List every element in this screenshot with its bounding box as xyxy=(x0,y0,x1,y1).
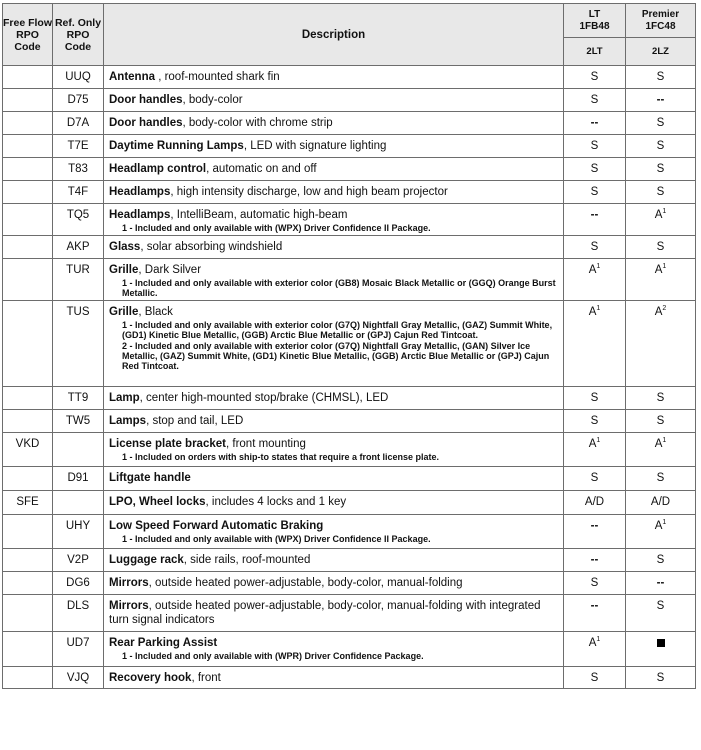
premier-availability xyxy=(626,595,696,632)
footnote-marker: 1 xyxy=(596,305,601,313)
lt-header xyxy=(564,4,626,38)
premier-availability-value: S xyxy=(656,672,665,684)
lt-code: 1FB48 xyxy=(579,20,610,32)
premier-availability-value: S xyxy=(656,140,665,152)
premier-availability-value: S xyxy=(656,472,665,484)
ref-only-code-text: TW5 xyxy=(65,415,91,427)
table-row xyxy=(3,112,696,135)
footnote-marker: 1 xyxy=(662,437,667,445)
table-row xyxy=(3,467,696,491)
ref-only-code xyxy=(53,89,104,112)
lt-availability xyxy=(564,467,626,491)
premier-availability xyxy=(626,301,696,387)
free-flow-code xyxy=(3,89,53,112)
description-cell xyxy=(104,387,564,410)
free-flow-code xyxy=(3,204,53,236)
ref-only-code xyxy=(53,632,104,667)
feature-description: , front xyxy=(191,672,221,684)
ref-only-header: Ref. Only RPO Code xyxy=(53,4,104,66)
lt-availability xyxy=(564,549,626,572)
table-row xyxy=(3,89,696,112)
premier-header xyxy=(626,4,696,38)
lt-availability-value: S xyxy=(590,163,599,175)
feature-name: Glass xyxy=(109,241,141,253)
lt-availability xyxy=(564,572,626,595)
table-row xyxy=(3,410,696,433)
feature-name: Grille xyxy=(109,306,139,318)
free-flow-code xyxy=(3,158,53,181)
lt-availability-value: A xyxy=(588,438,597,450)
free-flow-code xyxy=(3,667,53,689)
lt-availability xyxy=(564,433,626,467)
premier-availability-value: A xyxy=(654,438,663,450)
feature-description: , body-color xyxy=(182,94,243,106)
feature-name: License plate bracket xyxy=(109,438,226,450)
feature-name: Lamp xyxy=(109,392,140,404)
lt-availability xyxy=(564,181,626,204)
free-flow-code xyxy=(3,595,53,632)
ref-only-code xyxy=(53,112,104,135)
premier-availability-value: -- xyxy=(656,577,665,589)
footnote-marker: 1 xyxy=(662,263,667,271)
premier-availability xyxy=(626,66,696,89)
ref-only-code xyxy=(53,410,104,433)
lt-availability xyxy=(564,236,626,259)
ref-only-code xyxy=(53,135,104,158)
free-flow-code xyxy=(3,387,53,410)
ref-only-code-text: T7E xyxy=(67,140,89,152)
lt-availability-value: S xyxy=(590,672,599,684)
premier-availability xyxy=(626,667,696,689)
ref-only-code-text: V2P xyxy=(67,554,89,566)
lt-availability xyxy=(564,112,626,135)
feature-description: , center high-mounted stop/brake (CHMSL), LED xyxy=(139,392,389,404)
ref-only-code-text: DLS xyxy=(66,600,90,612)
lt-availability xyxy=(564,259,626,301)
feature-description: , high intensity discharge, low and high beam projector xyxy=(170,186,448,198)
ref-only-code-text: TQ5 xyxy=(66,209,90,221)
premier-availability xyxy=(626,515,696,549)
premier-availability xyxy=(626,632,696,667)
description-cell xyxy=(104,158,564,181)
free-flow-code xyxy=(3,572,53,595)
description-cell xyxy=(104,549,564,572)
lt-availability-value: -- xyxy=(590,520,599,532)
feature-name: Daytime Running Lamps xyxy=(109,140,244,152)
ref-only-code-text: DG6 xyxy=(66,577,90,589)
lt-availability xyxy=(564,515,626,549)
lt-availability xyxy=(564,387,626,410)
lt-availability-value: A xyxy=(588,306,597,318)
free-flow-code xyxy=(3,433,53,467)
premier-availability-value: S xyxy=(656,71,665,83)
description-cell xyxy=(104,410,564,433)
premier-availability xyxy=(626,572,696,595)
description-cell xyxy=(104,135,564,158)
premier-availability xyxy=(626,236,696,259)
premier-availability-value: A xyxy=(654,209,663,221)
feature-name: Headlamps xyxy=(109,186,171,198)
feature-note: 1 - Included and only available with (WPX) Driver Confidence II Package. xyxy=(122,534,431,544)
table-row xyxy=(3,632,696,667)
feature-name: Door handles xyxy=(109,94,183,106)
ref-only-code xyxy=(53,66,104,89)
table-row xyxy=(3,387,696,410)
feature-description: , includes 4 locks and 1 key xyxy=(205,496,347,508)
free-flow-code xyxy=(3,467,53,491)
premier-availability xyxy=(626,112,696,135)
free-flow-code xyxy=(3,491,53,515)
ref-only-code-text: UD7 xyxy=(66,637,90,649)
table-row xyxy=(3,301,696,387)
free-flow-code xyxy=(3,410,53,433)
ref-only-code-text: UUQ xyxy=(65,71,91,83)
premier-availability-value: S xyxy=(656,186,665,198)
feature-name: Antenna xyxy=(109,71,155,83)
feature-note: 1 - Included and only available with exterior color (G7Q) Nightfall Gray Metallic, (GAZ) Summit White, (GD1) Kinetic Blue Metallic, (GGB) Arctic Blue Metallic or (GPJ) Cajun Red Tintcoat. xyxy=(122,320,553,340)
feature-name: Mirrors xyxy=(109,600,149,612)
footnote-marker: 1 xyxy=(596,636,601,644)
premier-availability xyxy=(626,387,696,410)
lt-availability-value: S xyxy=(590,577,599,589)
feature-description: , IntelliBeam, automatic high-beam xyxy=(170,209,348,221)
premier-availability-value: A xyxy=(654,520,663,532)
lt-availability-value: A/D xyxy=(584,496,605,508)
premier-code: 1FC48 xyxy=(645,20,676,32)
table-row xyxy=(3,259,696,301)
footnote-marker: 1 xyxy=(596,437,601,445)
ref-only-code xyxy=(53,387,104,410)
description-cell xyxy=(104,491,564,515)
free-flow-code xyxy=(3,259,53,301)
lt-availability-value: S xyxy=(590,241,599,253)
feature-description: , body-color with chrome strip xyxy=(182,117,333,129)
premier-availability-value: A xyxy=(654,264,663,276)
lt-availability xyxy=(564,135,626,158)
ref-only-code xyxy=(53,301,104,387)
lt-availability-value: -- xyxy=(590,117,599,129)
free-flow-header: Free Flow RPO Code xyxy=(3,4,53,66)
premier-availability-value: S xyxy=(656,117,665,129)
table-row xyxy=(3,236,696,259)
lt-availability-value: -- xyxy=(590,554,599,566)
feature-note: 1 - Included on orders with ship-to states that require a front license plate. xyxy=(122,452,440,462)
feature-description: , solar absorbing windshield xyxy=(140,241,283,253)
footnote-marker: 1 xyxy=(662,208,667,216)
description-cell xyxy=(104,259,564,301)
premier-availability xyxy=(626,158,696,181)
premier-availability xyxy=(626,491,696,515)
ref-only-code xyxy=(53,491,104,515)
feature-name: Liftgate handle xyxy=(109,472,191,484)
ref-only-code xyxy=(53,204,104,236)
lt-name: LT xyxy=(588,8,601,20)
description-cell xyxy=(104,595,564,632)
premier-availability xyxy=(626,467,696,491)
table-body xyxy=(3,66,696,689)
feature-name: Low Speed Forward Automatic Braking xyxy=(109,520,324,532)
table-row xyxy=(3,433,696,467)
standard-square-icon xyxy=(657,639,665,647)
premier-availability xyxy=(626,259,696,301)
ref-only-code-text: AKP xyxy=(66,241,90,253)
lt-availability-value: -- xyxy=(590,209,599,221)
lt-availability xyxy=(564,66,626,89)
free-flow-code xyxy=(3,112,53,135)
ref-only-code-text: TT9 xyxy=(67,392,89,404)
table-header xyxy=(3,4,696,66)
free-flow-code xyxy=(3,549,53,572)
premier-availability-value: S xyxy=(656,554,665,566)
feature-description: , front mounting xyxy=(225,438,306,450)
table-row xyxy=(3,66,696,89)
lt-availability-value: S xyxy=(590,415,599,427)
free-flow-code-text: VKD xyxy=(15,438,40,450)
premier-availability xyxy=(626,433,696,467)
premier-availability xyxy=(626,549,696,572)
lt-availability-value: S xyxy=(590,472,599,484)
description-cell xyxy=(104,433,564,467)
lt-availability xyxy=(564,491,626,515)
ref-only-code xyxy=(53,515,104,549)
premier-availability-value: S xyxy=(656,415,665,427)
free-flow-code xyxy=(3,301,53,387)
feature-note: 1 - Included and only available with (WPR) Driver Confidence Package. xyxy=(122,651,424,661)
premier-availability-value: S xyxy=(656,600,665,612)
premier-availability xyxy=(626,89,696,112)
ref-only-code-text: TUR xyxy=(66,264,90,276)
table-row xyxy=(3,667,696,689)
lt-availability xyxy=(564,89,626,112)
table-row xyxy=(3,595,696,632)
description-cell xyxy=(104,236,564,259)
footnote-marker: 1 xyxy=(662,519,667,527)
table-row xyxy=(3,204,696,236)
premier-availability xyxy=(626,204,696,236)
free-flow-code xyxy=(3,236,53,259)
premier-availability xyxy=(626,410,696,433)
feature-name: Grille xyxy=(109,264,139,276)
feature-description: , side rails, roof-mounted xyxy=(183,554,311,566)
ref-only-code xyxy=(53,158,104,181)
description-cell xyxy=(104,572,564,595)
ref-only-code-text: D91 xyxy=(67,472,89,484)
lt-availability-value: A xyxy=(588,264,597,276)
feature-note: 1 - Included and only available with exterior color (GB8) Mosaic Black Metallic or (GGQ) Orange Burst Metallic. xyxy=(122,278,556,298)
lt-availability-value: A xyxy=(588,637,597,649)
lt-availability xyxy=(564,667,626,689)
premier-availability xyxy=(626,181,696,204)
ref-only-code-text: T83 xyxy=(68,163,88,175)
lt-availability xyxy=(564,632,626,667)
premier-availability-value: A xyxy=(654,306,663,318)
description-cell xyxy=(104,667,564,689)
premier-name: Premier xyxy=(641,8,680,20)
premier-availability-value: S xyxy=(656,392,665,404)
lt-availability-value: S xyxy=(590,94,599,106)
feature-name: Door handles xyxy=(109,117,183,129)
table-row xyxy=(3,549,696,572)
ref-only-code xyxy=(53,595,104,632)
lt-availability xyxy=(564,595,626,632)
feature-name: Headlamp control xyxy=(109,163,207,175)
description-cell xyxy=(104,204,564,236)
table-row xyxy=(3,158,696,181)
lt-availability xyxy=(564,158,626,181)
free-flow-code xyxy=(3,135,53,158)
lt-sub-header: 2LT xyxy=(564,38,626,66)
feature-name: LPO, Wheel locks xyxy=(109,496,206,508)
premier-availability-value: A/D xyxy=(650,496,671,508)
ref-only-code xyxy=(53,667,104,689)
feature-description: , automatic on and off xyxy=(206,163,317,175)
premier-availability xyxy=(626,135,696,158)
feature-description: , roof-mounted shark fin xyxy=(155,71,280,83)
ref-only-code xyxy=(53,181,104,204)
feature-name: Recovery hook xyxy=(109,672,192,684)
free-flow-code xyxy=(3,66,53,89)
free-flow-code xyxy=(3,181,53,204)
lt-availability-value: S xyxy=(590,392,599,404)
ref-only-code-text: T4F xyxy=(67,186,89,198)
description-cell xyxy=(104,301,564,387)
feature-name: Luggage rack xyxy=(109,554,184,566)
feature-description: , Black xyxy=(138,306,173,318)
table-row xyxy=(3,135,696,158)
table-row xyxy=(3,572,696,595)
feature-description: , outside heated power-adjustable, body-color, manual-folding with integrated turn signal indicators xyxy=(109,600,541,626)
feature-description: , LED with signature lighting xyxy=(243,140,387,152)
feature-note: 2 - Included and only available with exterior color (G7Q) Nightfall Gray Metallic, (GAN) Silver Ice Metallic, (GAZ) Summit White, (GD1) Kinetic Blue Metallic, (GGB) Arctic Blue Metallic or (GPJ) Cajun Red Tintcoat. xyxy=(122,341,550,371)
lt-availability-value: -- xyxy=(590,600,599,612)
description-cell xyxy=(104,181,564,204)
free-flow-code xyxy=(3,515,53,549)
table-row xyxy=(3,515,696,549)
feature-name: Lamps xyxy=(109,415,147,427)
feature-description: , outside heated power-adjustable, body-color, manual-folding xyxy=(148,577,463,589)
footnote-marker: 2 xyxy=(662,305,667,313)
table-row xyxy=(3,181,696,204)
ref-only-code-text: D7A xyxy=(66,117,90,129)
ref-only-code-text: VJQ xyxy=(66,672,90,684)
ref-only-code xyxy=(53,433,104,467)
ref-only-code-text: D75 xyxy=(67,94,89,106)
feature-name: Rear Parking Assist xyxy=(109,637,218,649)
lt-availability-value: S xyxy=(590,71,599,83)
ref-only-code xyxy=(53,259,104,301)
ref-only-code-text: TUS xyxy=(66,306,90,318)
feature-description: , stop and tail, LED xyxy=(146,415,244,427)
description-cell xyxy=(104,112,564,135)
feature-note: 1 - Included and only available with (WPX) Driver Confidence II Package. xyxy=(122,223,431,233)
premier-sub-header: 2LZ xyxy=(626,38,696,66)
ref-only-code-text: UHY xyxy=(65,520,91,532)
description-cell xyxy=(104,467,564,491)
ref-only-code xyxy=(53,236,104,259)
lt-availability-value: S xyxy=(590,186,599,198)
lt-availability xyxy=(564,204,626,236)
footnote-marker: 1 xyxy=(596,263,601,271)
premier-availability-value: S xyxy=(656,163,665,175)
lt-availability xyxy=(564,410,626,433)
description-cell xyxy=(104,632,564,667)
description-cell xyxy=(104,66,564,89)
ref-only-code xyxy=(53,467,104,491)
premier-availability-value: -- xyxy=(656,94,665,106)
ref-only-code xyxy=(53,549,104,572)
description-header: Description xyxy=(104,4,564,66)
free-flow-code xyxy=(3,632,53,667)
lt-availability xyxy=(564,301,626,387)
lt-availability-value: S xyxy=(590,140,599,152)
ref-only-code xyxy=(53,572,104,595)
spec-table xyxy=(2,3,696,689)
description-cell xyxy=(104,515,564,549)
free-flow-code-text: SFE xyxy=(16,496,39,508)
feature-description: , Dark Silver xyxy=(138,264,202,276)
feature-name: Mirrors xyxy=(109,577,149,589)
premier-availability-value: S xyxy=(656,241,665,253)
table-row xyxy=(3,491,696,515)
description-cell xyxy=(104,89,564,112)
feature-name: Headlamps xyxy=(109,209,171,221)
